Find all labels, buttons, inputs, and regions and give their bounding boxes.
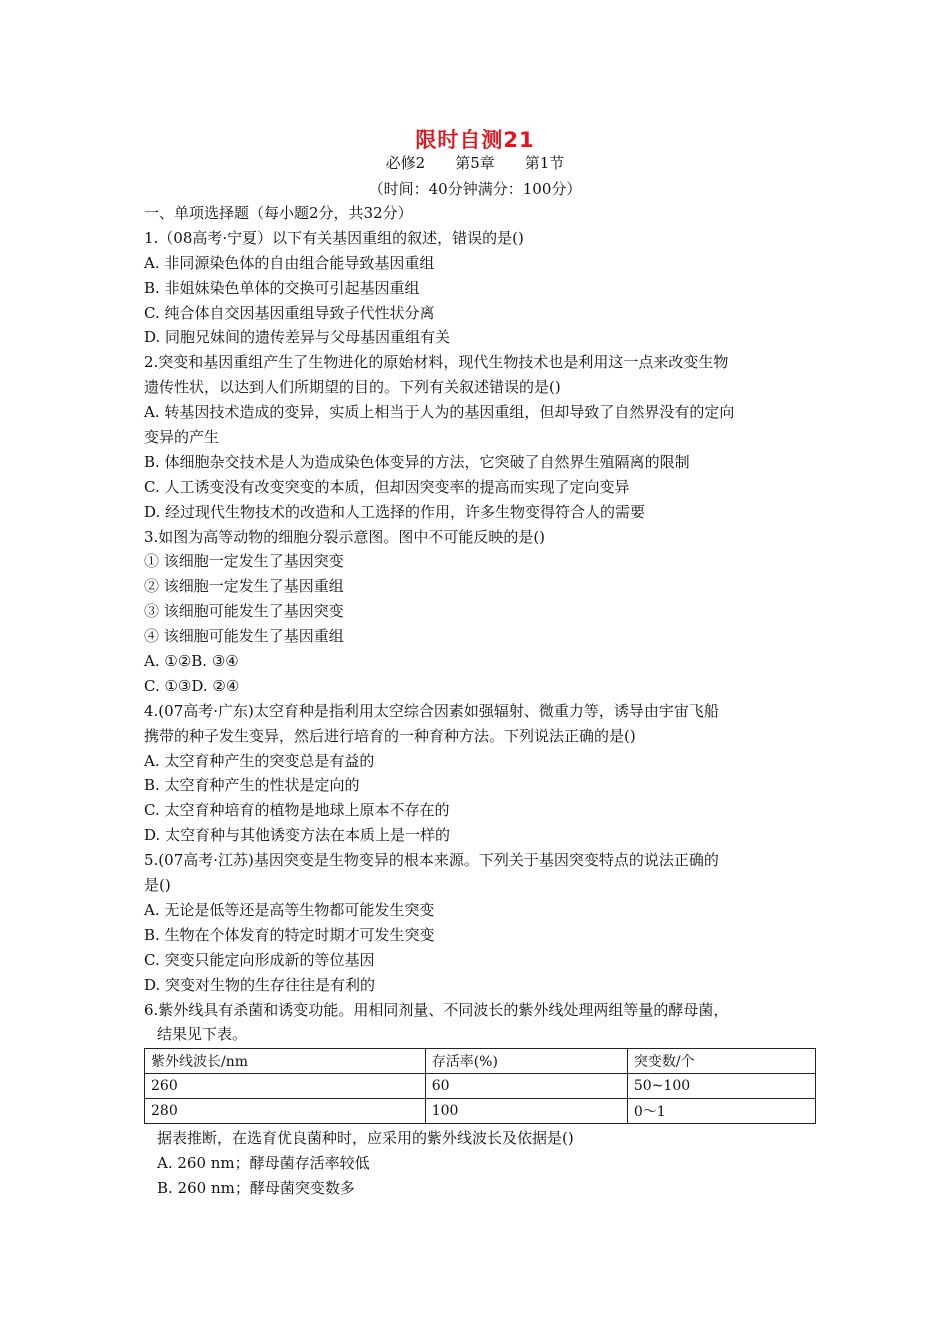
question-1-stem: 1.（08高考·宁夏）以下有关基因重组的叙述，错误的是(): [144, 228, 524, 247]
table-header-cell: 紫外线波长/nm: [145, 1049, 426, 1074]
table-cell: 100: [425, 1099, 627, 1124]
table-row: [145, 1099, 816, 1124]
option: D. 太空育种与其他诱变方法在本质上是一样的: [144, 826, 451, 845]
question-5-stem: 5.(07高考·江苏)基因突变是生物变异的根本来源。下列关于基因突变特点的说法正确的: [144, 851, 719, 870]
table-row: [145, 1074, 816, 1099]
option: A. 260 nm；酵母菌存活率较低: [157, 1154, 370, 1173]
option: C. 太空育种培育的植物是地球上原本不存在的: [144, 801, 450, 820]
option: ② 该细胞一定发生了基因重组: [144, 577, 344, 596]
table-cell: 260: [145, 1074, 426, 1099]
page-title: 限时自测21: [415, 128, 535, 152]
question-6-stem: 结果见下表。: [157, 1025, 248, 1044]
question-6-stem: 6.紫外线具有杀菌和诱变功能。用相同剂量、不同波长的紫外线处理两组等量的酵母菌，: [144, 1000, 729, 1019]
question-list: [144, 201, 824, 1201]
question-2-stem: 遗传性状，以达到人们所期望的目的。下列有关叙述错误的是(): [144, 378, 561, 397]
section-heading: 一、单项选择题（每小题2分，共32分）: [144, 204, 413, 222]
table-header-row: [145, 1049, 816, 1074]
option: ④ 该细胞可能发生了基因重组: [144, 627, 344, 646]
question-5-stem: 是(): [144, 876, 171, 895]
question-3-stem: 3.如图为高等动物的细胞分裂示意图。图中不可能反映的是(): [144, 527, 546, 546]
table-cell: 60: [425, 1074, 627, 1099]
option: B. 非姐妹染色单体的交换可引起基因重组: [144, 278, 420, 297]
option: B. 体细胞杂交技术是人为造成染色体变异的方法，它突破了自然界生殖隔离的限制: [144, 452, 690, 471]
option: A. 无论是低等还是高等生物都可能发生突变: [144, 900, 435, 919]
option: A. 太空育种产生的突变总是有益的: [144, 751, 375, 770]
option: A. 转基因技术造成的变异，实质上相当于人为的基因重组，但却导致了自然界没有的定向: [144, 403, 735, 422]
option: D. 突变对生物的生存往往是有利的: [144, 975, 376, 994]
question-6-followup: 据表推断，在选育优良菌种时，应采用的紫外线波长及依据是(): [157, 1129, 574, 1148]
table-cell: 280: [145, 1099, 426, 1124]
option: B. 生物在个体发育的特定时期才可发生突变: [144, 925, 435, 944]
option: D. 经过现代生物技术的改造和人工选择的作用，许多生物变得符合人的需要: [144, 502, 646, 521]
table-header-cell: 突变数/个: [627, 1049, 815, 1074]
option: ③ 该细胞可能发生了基因突变: [144, 602, 344, 621]
option: B. 260 nm；酵母菌突变数多: [157, 1179, 355, 1198]
option: C. 纯合体自交因基因重组导致子代性状分离: [144, 303, 435, 322]
option: C. ①③D. ②④: [144, 676, 240, 695]
option: A. ①②B. ③④: [144, 652, 239, 671]
option: C. 人工诱变没有改变突变的本质，但却因突变率的提高而实现了定向变异: [144, 477, 630, 496]
option: A. 非同源染色体的自由组合能导致基因重组: [144, 253, 435, 272]
option: C. 突变只能定向形成新的等位基因: [144, 950, 375, 969]
question-4-stem: 携带的种子发生变异，然后进行培育的一种育种方法。下列说法正确的是(): [144, 726, 636, 745]
option: ① 该细胞一定发生了基因突变: [144, 552, 344, 571]
table-cell: 0～1: [627, 1099, 815, 1124]
time-limit: （时间：40分钟满分：100分）: [368, 180, 582, 198]
option: D. 同胞兄妹间的遗传差异与父母基因重组有关: [144, 328, 451, 347]
question-2-stem: 2.突变和基因重组产生了生物进化的原始材料，现代生物技术也是利用这一点来改变生物: [144, 353, 729, 372]
option: B. 太空育种产生的性状是定向的: [144, 776, 360, 795]
table-header-cell: 存活率(%): [425, 1049, 627, 1074]
table-cell: 50~100: [627, 1074, 815, 1099]
question-4-stem: 4.(07高考·广东)太空育种是指利用太空综合因素如强辐射、微重力等，诱导由宇宙飞船: [144, 701, 719, 720]
option: 变异的产生: [144, 428, 220, 447]
mutation-table: [144, 1048, 816, 1124]
page-subtitle: 必修2 第5章 第1节: [385, 154, 565, 172]
